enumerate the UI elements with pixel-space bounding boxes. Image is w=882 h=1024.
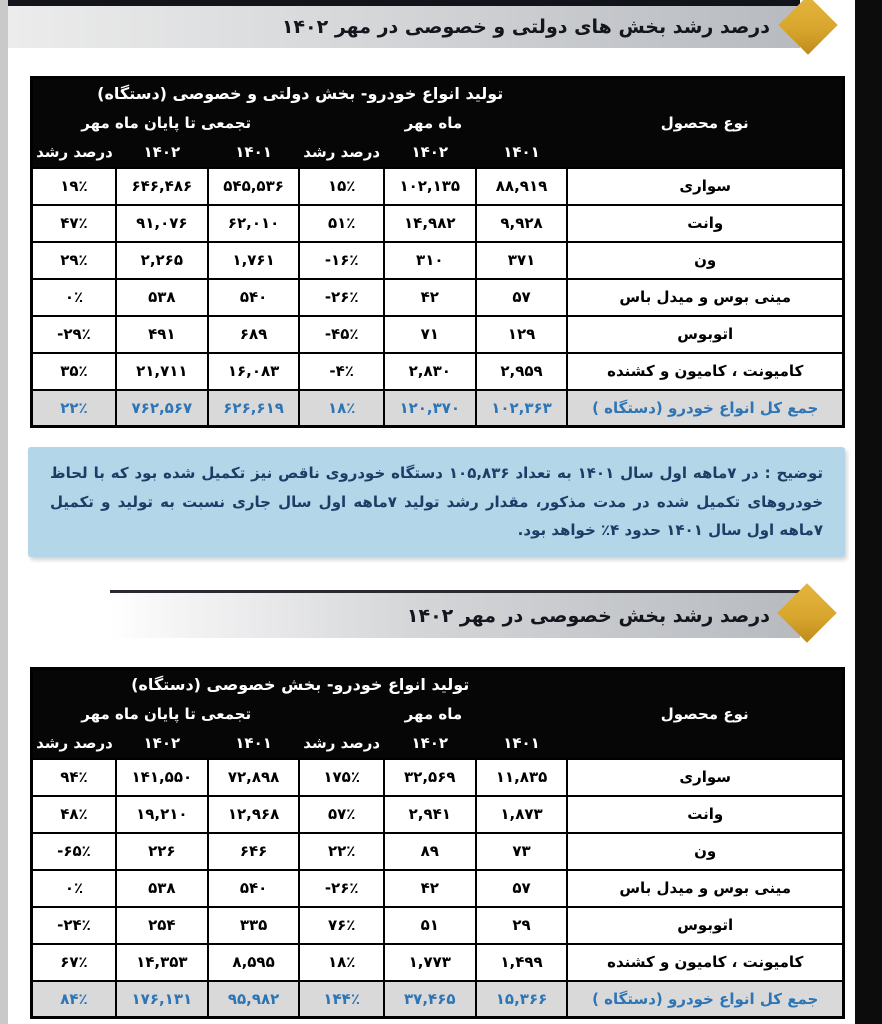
table-row — [32, 168, 844, 205]
table-row — [32, 833, 844, 870]
banner-private — [110, 590, 800, 638]
value-cell-month-1402: ۸۹ — [384, 833, 476, 870]
table-row — [32, 870, 844, 907]
value-cell-cum-1401: ۵۴۵,۵۳۶ — [208, 168, 300, 205]
value-cell-month-growth: ۱۴۴٪ — [299, 981, 383, 1018]
value-cell-month-1401: ۱۰۲,۳۶۳ — [476, 390, 568, 427]
value-cell-cum-growth: ۳۵٪ — [32, 353, 116, 390]
column-header-product: نوع محصول — [567, 78, 843, 168]
product-name-cell: سواری — [567, 759, 843, 796]
value-cell-cum-1402: ۱۴۱,۵۵۰ — [116, 759, 208, 796]
value-cell-month-1401: ۵۷ — [476, 279, 568, 316]
value-cell-month-growth: -۴۵٪ — [299, 316, 383, 353]
value-cell-cum-1402: ۹۱,۰۷۶ — [116, 205, 208, 242]
value-cell-month-growth: ۵۱٪ — [299, 205, 383, 242]
column-header-month-1402: ۱۴۰۲ — [384, 729, 476, 759]
value-cell-month-growth: ۵۷٪ — [299, 796, 383, 833]
value-cell-month-1402: ۱,۷۷۳ — [384, 944, 476, 981]
table-header — [32, 78, 844, 168]
table-total-row — [32, 981, 844, 1018]
banner-public-private-title: درصد رشد بخش های دولتی و خصوصی در مهر ۱۴۰۲ — [281, 16, 770, 38]
value-cell-cum-1402: ۲,۲۶۵ — [116, 242, 208, 279]
value-cell-cum-1402: ۶۴۶,۴۸۶ — [116, 168, 208, 205]
value-cell-month-1401: ۱۵,۳۶۶ — [476, 981, 568, 1018]
value-cell-cum-growth: -۲۹٪ — [32, 316, 116, 353]
value-cell-month-growth: -۲۶٪ — [299, 279, 383, 316]
value-cell-cum-growth: ۴۸٪ — [32, 796, 116, 833]
value-cell-month-growth: ۱۷۵٪ — [299, 759, 383, 796]
product-name-cell: جمع کل انواع خودرو (دستگاه ) — [567, 981, 843, 1018]
value-cell-cum-1401: ۳۳۵ — [208, 907, 300, 944]
value-cell-month-1401: ۲,۹۵۹ — [476, 353, 568, 390]
banner-public-private — [8, 0, 800, 48]
value-cell-cum-1402: ۵۳۸ — [116, 870, 208, 907]
value-cell-month-1402: ۷۱ — [384, 316, 476, 353]
value-cell-cum-1401: ۱,۷۶۱ — [208, 242, 300, 279]
value-cell-cum-growth: -۶۵٪ — [32, 833, 116, 870]
table-row — [32, 205, 844, 242]
product-name-cell: جمع کل انواع خودرو (دستگاه ) — [567, 390, 843, 427]
product-name-cell: وانت — [567, 205, 843, 242]
value-cell-cum-growth: ۲۹٪ — [32, 242, 116, 279]
value-cell-cum-growth: -۲۴٪ — [32, 907, 116, 944]
product-name-cell: سواری — [567, 168, 843, 205]
value-cell-cum-1402: ۷۶۲,۵۶۷ — [116, 390, 208, 427]
product-name-cell: ون — [567, 833, 843, 870]
value-cell-cum-1402: ۱۴,۳۵۳ — [116, 944, 208, 981]
value-cell-month-1401: ۱,۸۷۳ — [476, 796, 568, 833]
table-row — [32, 796, 844, 833]
value-cell-cum-1402: ۱۹,۲۱۰ — [116, 796, 208, 833]
value-cell-cum-1402: ۲۱,۷۱۱ — [116, 353, 208, 390]
table-title: تولید انواع خودرو- بخش خصوصی (دستگاه) — [32, 669, 568, 699]
value-cell-cum-growth: ۶۷٪ — [32, 944, 116, 981]
value-cell-month-growth: ۲۲٪ — [299, 833, 383, 870]
value-cell-cum-1401: ۶۲۶,۶۱۹ — [208, 390, 300, 427]
private-table — [30, 667, 845, 1019]
value-cell-cum-1401: ۹۵,۹۸۲ — [208, 981, 300, 1018]
value-cell-month-growth: -۱۶٪ — [299, 242, 383, 279]
value-cell-cum-1402: ۲۲۶ — [116, 833, 208, 870]
column-group-cumulative: تجمعی تا پایان ماه مهر — [32, 108, 300, 138]
value-cell-cum-1401: ۸,۵۹۵ — [208, 944, 300, 981]
product-name-cell: ون — [567, 242, 843, 279]
value-cell-month-1401: ۳۷۱ — [476, 242, 568, 279]
value-cell-month-1402: ۱۴,۹۸۲ — [384, 205, 476, 242]
value-cell-month-1401: ۱۲۹ — [476, 316, 568, 353]
table-row — [32, 907, 844, 944]
table-title: تولید انواع خودرو- بخش دولتی و خصوصی (دستگاه) — [32, 78, 568, 108]
column-group-cumulative: تجمعی تا پایان ماه مهر — [32, 699, 300, 729]
value-cell-cum-growth: ۲۲٪ — [32, 390, 116, 427]
column-group-month: ماه مهر — [299, 699, 567, 729]
note-box — [28, 447, 845, 557]
value-cell-cum-growth: ۰٪ — [32, 279, 116, 316]
value-cell-month-1402: ۴۲ — [384, 279, 476, 316]
page-edge-right — [855, 0, 882, 1024]
value-cell-month-1401: ۷۳ — [476, 833, 568, 870]
value-cell-cum-1402: ۲۵۴ — [116, 907, 208, 944]
table-row — [32, 242, 844, 279]
value-cell-cum-1401: ۵۴۰ — [208, 279, 300, 316]
column-header-cum-1402: ۱۴۰۲ — [116, 138, 208, 168]
table-header — [32, 669, 844, 759]
value-cell-month-1402: ۴۲ — [384, 870, 476, 907]
column-header-month-1402: ۱۴۰۲ — [384, 138, 476, 168]
table-total-row — [32, 390, 844, 427]
value-cell-month-1402: ۱۲۰,۳۷۰ — [384, 390, 476, 427]
column-header-month-growth: درصد رشد — [299, 138, 383, 168]
value-cell-month-growth: ۱۸٪ — [299, 390, 383, 427]
product-name-cell: مینی بوس و میدل باس — [567, 279, 843, 316]
value-cell-cum-1401: ۱۶,۰۸۳ — [208, 353, 300, 390]
value-cell-month-1401: ۱,۴۹۹ — [476, 944, 568, 981]
column-header-cum-1401: ۱۴۰۱ — [208, 729, 300, 759]
banner-private-title: درصد رشد بخش خصوصی در مهر ۱۴۰۲ — [406, 604, 770, 627]
value-cell-cum-1402: ۵۳۸ — [116, 279, 208, 316]
value-cell-cum-growth: ۴۷٪ — [32, 205, 116, 242]
value-cell-cum-1402: ۴۹۱ — [116, 316, 208, 353]
table-row — [32, 944, 844, 981]
product-name-cell: اتوبوس — [567, 316, 843, 353]
value-cell-cum-1401: ۶۸۹ — [208, 316, 300, 353]
value-cell-cum-1401: ۶۲,۰۱۰ — [208, 205, 300, 242]
value-cell-month-1401: ۹,۹۲۸ — [476, 205, 568, 242]
value-cell-cum-growth: ۰٪ — [32, 870, 116, 907]
value-cell-month-1401: ۸۸,۹۱۹ — [476, 168, 568, 205]
value-cell-month-growth: -۴٪ — [299, 353, 383, 390]
product-name-cell: کامیونت ، کامیون و کشنده — [567, 944, 843, 981]
value-cell-cum-1401: ۱۲,۹۶۸ — [208, 796, 300, 833]
value-cell-month-1402: ۳۲,۵۶۹ — [384, 759, 476, 796]
value-cell-month-1401: ۲۹ — [476, 907, 568, 944]
value-cell-month-1402: ۳۷,۴۶۵ — [384, 981, 476, 1018]
public-private-table — [30, 76, 845, 428]
table-row — [32, 353, 844, 390]
value-cell-month-1402: ۳۱۰ — [384, 242, 476, 279]
column-header-cum-growth: درصد رشد — [32, 729, 116, 759]
table-row — [32, 759, 844, 796]
column-group-month: ماه مهر — [299, 108, 567, 138]
value-cell-cum-growth: ۹۴٪ — [32, 759, 116, 796]
value-cell-cum-1401: ۵۴۰ — [208, 870, 300, 907]
column-header-month-1401: ۱۴۰۱ — [476, 138, 568, 168]
value-cell-month-1402: ۲,۹۴۱ — [384, 796, 476, 833]
value-cell-month-growth: ۱۵٪ — [299, 168, 383, 205]
column-header-cum-1401: ۱۴۰۱ — [208, 138, 300, 168]
product-name-cell: مینی بوس و میدل باس — [567, 870, 843, 907]
column-header-cum-growth: درصد رشد — [32, 138, 116, 168]
value-cell-cum-1402: ۱۷۶,۱۳۱ — [116, 981, 208, 1018]
value-cell-month-growth: ۱۸٪ — [299, 944, 383, 981]
note-text: توضیح : در ۷ماهه اول سال ۱۴۰۱ به تعداد ۱۰۵,۸۳۶ دستگاه خودروی ناقص نیز تکمیل شده بود که با لحاظ خودروهای تکمیل شده در مدت مذکور، مقدار رشد تولید ۷ماهه اول سال جاری نسبت به تولید و تکمیل ۷ماهه اول سال ۱۴۰۱ حدود ۴٪ خواهد بود. — [50, 464, 824, 539]
value-cell-cum-growth: ۱۹٪ — [32, 168, 116, 205]
column-header-cum-1402: ۱۴۰۲ — [116, 729, 208, 759]
value-cell-month-growth: ۷۶٪ — [299, 907, 383, 944]
column-header-month-1401: ۱۴۰۱ — [476, 729, 568, 759]
table-row — [32, 316, 844, 353]
product-name-cell: وانت — [567, 796, 843, 833]
column-header-product: نوع محصول — [567, 669, 843, 759]
table-row — [32, 279, 844, 316]
product-name-cell: اتوبوس — [567, 907, 843, 944]
page-edge-left — [0, 0, 8, 1024]
value-cell-month-growth: -۲۶٪ — [299, 870, 383, 907]
value-cell-month-1402: ۵۱ — [384, 907, 476, 944]
column-header-month-growth: درصد رشد — [299, 729, 383, 759]
value-cell-cum-1401: ۷۲,۸۹۸ — [208, 759, 300, 796]
value-cell-month-1401: ۱۱,۸۳۵ — [476, 759, 568, 796]
product-name-cell: کامیونت ، کامیون و کشنده — [567, 353, 843, 390]
value-cell-month-1402: ۱۰۲,۱۳۵ — [384, 168, 476, 205]
value-cell-cum-growth: ۸۴٪ — [32, 981, 116, 1018]
value-cell-cum-1401: ۶۴۶ — [208, 833, 300, 870]
value-cell-month-1402: ۲,۸۳۰ — [384, 353, 476, 390]
value-cell-month-1401: ۵۷ — [476, 870, 568, 907]
